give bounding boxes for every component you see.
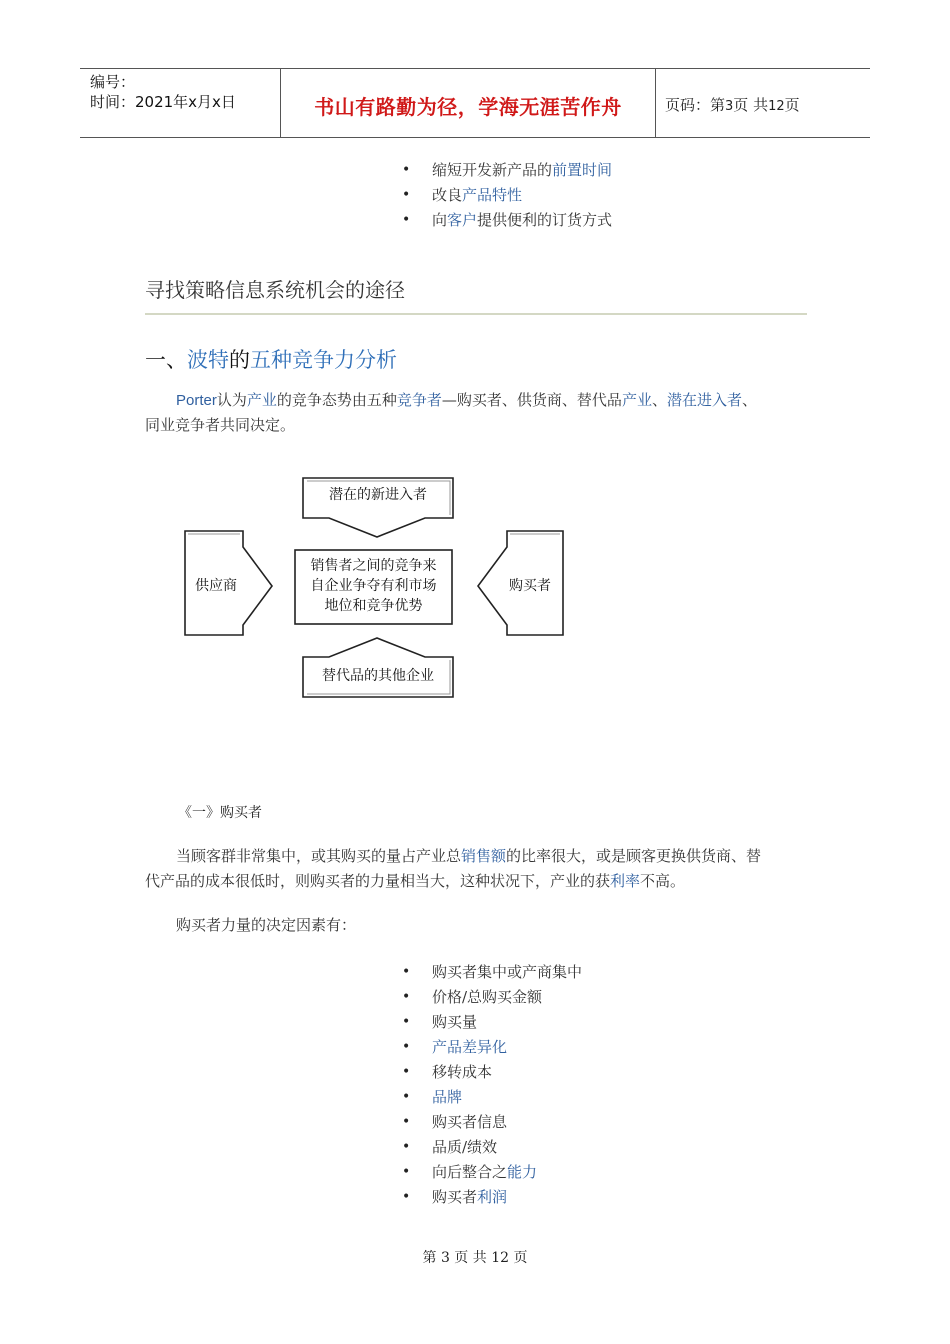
top-list-text: 提供便利的订货方式 <box>477 211 613 229</box>
buyer-subheading: 《一》购买者 <box>178 805 262 821</box>
section-heading: 寻找策略信息系统机会的途径 <box>145 278 405 302</box>
porter-heading: 一、波特的五种竞争力分析 <box>145 348 397 372</box>
diagram-supplier: 供应商 <box>195 578 237 594</box>
porter-text: 认为 <box>216 391 247 409</box>
factor-item <box>402 1060 582 1085</box>
porter-term-link[interactable]: Porter <box>176 392 217 409</box>
porter-text: 、 <box>741 391 757 409</box>
section-divider <box>145 313 807 315</box>
porter-term-link[interactable]: 产业 <box>246 391 277 409</box>
porter-paragraph-line1 <box>176 388 757 413</box>
factor-item <box>402 1110 582 1135</box>
factor-link[interactable]: 产品差异化 <box>432 1038 508 1056</box>
top-list-link[interactable]: 前置时间 <box>552 161 613 179</box>
page-footer: 第 3 页 共 12 页 <box>422 1250 528 1266</box>
porter-paragraph-line2: 同业竞争者共同决定。 <box>145 416 296 434</box>
buyer-factors-list <box>402 960 582 1210</box>
factor-text: 品质/绩效 <box>432 1138 498 1156</box>
porter-link[interactable]: 波特 <box>187 348 229 372</box>
top-list-text: 改良 <box>432 186 463 204</box>
porter-term-link[interactable]: 产业 <box>621 391 652 409</box>
factor-text: 购买者集中或产商集中 <box>432 963 583 981</box>
factor-text: 购买量 <box>432 1013 478 1031</box>
factor-item <box>402 985 582 1010</box>
factors-intro: 购买者力量的决定因素有： <box>176 916 357 934</box>
top-list-item <box>402 183 612 208</box>
profit-rate-link[interactable]: 利率 <box>610 872 641 890</box>
top-list-text: 缩短开发新产品的 <box>432 161 553 179</box>
top-list-text: 向 <box>432 211 448 229</box>
porter-text: 的竞争态势由五种 <box>276 391 397 409</box>
header-page-cell <box>655 69 870 137</box>
diagram-new-entrants: 潜在的新进入者 <box>329 487 427 503</box>
sales-link[interactable]: 销售额 <box>461 847 507 865</box>
factor-item <box>402 1010 582 1035</box>
page-header <box>80 68 870 138</box>
buyer-paragraph-line1: 当顾客群非常集中，或其购买的量占产业总销售额的比率很大，或是顾客更换供货商、替 <box>176 847 762 865</box>
top-bullet-list <box>402 158 612 233</box>
factor-link[interactable]: 能力 <box>507 1163 538 1181</box>
header-motto-cell <box>280 69 656 137</box>
porter-text: 、 <box>651 391 667 409</box>
factor-item <box>402 1185 582 1210</box>
page-counter: 页码：第3页 共12页 <box>665 96 800 114</box>
porter-term-link[interactable]: 竞争者 <box>396 391 442 409</box>
top-list-item <box>402 208 612 233</box>
motto-text: 书山有路勤为径，学海无涯苦作舟 <box>314 95 622 119</box>
top-list-link[interactable]: 产品特性 <box>462 186 523 204</box>
factor-text: 购买者信息 <box>432 1113 508 1131</box>
porter-text: —购买者、供货商、替代品 <box>441 391 622 409</box>
factor-item <box>402 1035 582 1060</box>
diagram-substitutes: 替代品的其他企业 <box>322 668 434 684</box>
five-forces-link[interactable]: 五种竞争力分析 <box>250 348 397 372</box>
header-info-cell <box>80 69 280 137</box>
factor-text: 价格/总购买金额 <box>432 988 543 1006</box>
factor-item <box>402 960 582 985</box>
factor-text: 购买者 <box>432 1188 478 1206</box>
factor-item <box>402 1085 582 1110</box>
top-list-item <box>402 158 612 183</box>
porter-term-link[interactable]: 潜在进入者 <box>666 391 742 409</box>
document-number-label: 编号： <box>90 73 136 91</box>
five-forces-diagram <box>180 475 570 700</box>
top-list-link[interactable]: 客户 <box>447 211 478 229</box>
diagram-rivalry-line3: 地位和竞争优势 <box>324 598 423 614</box>
document-time-label: 时间：2021年x月x日 <box>90 93 236 111</box>
factor-item <box>402 1135 582 1160</box>
diagram-buyer: 购买者 <box>509 578 551 594</box>
factor-link[interactable]: 利润 <box>477 1188 508 1206</box>
buyer-paragraph-line2: 代产品的成本很低时，则购买者的力量相当大，这种状况下，产业的获利率不高。 <box>145 872 686 890</box>
diagram-rivalry-line2: 自企业争夺有利市场 <box>310 578 437 594</box>
factor-item <box>402 1160 582 1185</box>
factor-text: 向后整合之 <box>432 1163 508 1181</box>
diagram-rivalry-line1: 销售者之间的竞争来 <box>310 558 437 574</box>
factor-text: 移转成本 <box>432 1063 493 1081</box>
factor-link[interactable]: 品牌 <box>432 1088 463 1106</box>
